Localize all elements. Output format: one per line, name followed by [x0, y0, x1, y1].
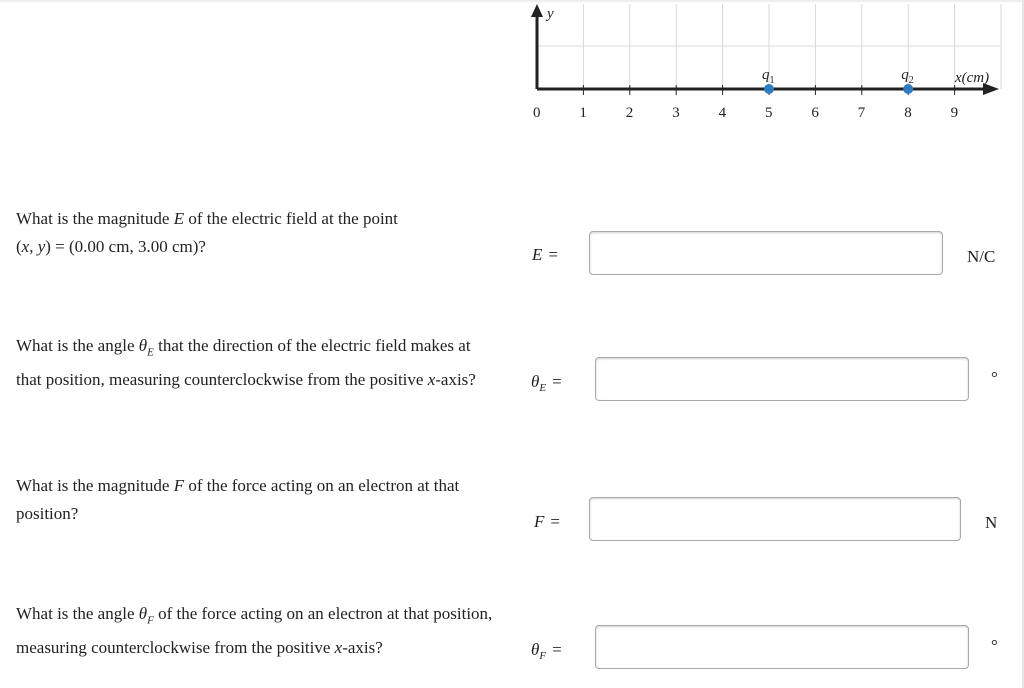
- answer-input-E[interactable]: [589, 231, 943, 275]
- tick-label: 8: [904, 105, 912, 121]
- answer-input-thetaF[interactable]: [595, 625, 969, 669]
- variable-label-E: [532, 245, 558, 265]
- variable-label-thetaE: [531, 372, 562, 392]
- question-thetaF: [16, 600, 496, 662]
- question-text-part: of the electric field at the point: [184, 209, 398, 228]
- equals-sign: =: [552, 372, 562, 391]
- question-text-part: What is the angle: [16, 604, 139, 623]
- question-text-part: (: [16, 237, 22, 256]
- tick-label: 0: [533, 105, 541, 121]
- tick-label: 4: [718, 105, 727, 121]
- unit-label-thetaF: °: [991, 636, 998, 655]
- tick-label: 6: [811, 105, 819, 121]
- charge-position-diagram: [0, 0, 1024, 130]
- charge-label-q1: $q_1$: [762, 67, 775, 86]
- question-text-part: -axis?: [342, 638, 383, 658]
- variable-label-F: [534, 512, 560, 532]
- tick-label: 9: [950, 105, 959, 121]
- answer-input-F[interactable]: [589, 497, 961, 541]
- equals-sign: =: [552, 640, 562, 659]
- tick-label: 7: [857, 105, 866, 121]
- unit-label-thetaE: °: [991, 368, 998, 387]
- x-axis-label-text: x(cm): [955, 70, 990, 86]
- question-text-part: of the force acting on an electron at that position?: [16, 476, 460, 523]
- question-text-part: What is the magnitude: [16, 209, 174, 228]
- question-text-part: E: [147, 346, 154, 359]
- question-text-part: ,: [29, 237, 38, 256]
- variable-subscript: F: [539, 650, 547, 662]
- charge-subscript: 2: [908, 75, 914, 86]
- equals-sign: =: [548, 245, 558, 264]
- question-text-part: F: [147, 614, 154, 627]
- charge-subscript: 1: [769, 75, 775, 86]
- variable-label-thetaF: [531, 640, 562, 660]
- question-text-part: -axis?: [435, 370, 476, 390]
- question-thetaE: [16, 332, 496, 394]
- y-axis-arrowhead: [531, 4, 543, 17]
- tick-label: 3: [672, 105, 680, 121]
- unit-label-F: N: [985, 513, 998, 532]
- variable-symbol: θ: [531, 640, 540, 659]
- variable-symbol: E: [532, 245, 543, 264]
- question-text-part: ) = (0.00 cm, 3.00 cm)?: [45, 237, 206, 256]
- equals-sign: =: [550, 512, 560, 531]
- y-axis-label: y: [547, 6, 554, 22]
- variable-symbol: θ: [531, 372, 540, 391]
- question-text-part: y: [37, 237, 46, 256]
- tick-label: 5: [765, 105, 773, 121]
- question-text-part: of the force acting on an electron at that position, measuring counterclockwise from the positive: [16, 604, 493, 658]
- question-text-part: What is the magnitude: [16, 476, 174, 495]
- variable-symbol: F: [534, 512, 545, 531]
- charge-label-q2: $q_2$: [901, 67, 914, 86]
- question-text-part: x: [21, 237, 30, 256]
- question-text-part: F: [173, 476, 185, 495]
- variable-subscript: E: [539, 382, 547, 394]
- question-E: [16, 205, 466, 261]
- x-axis-label: [954, 70, 989, 86]
- question-F: [16, 472, 496, 528]
- question-text-part: x: [334, 638, 343, 658]
- question-text-part: that the direction of the electric field makes at that position, measuring counterclockwise from the positive: [16, 336, 471, 390]
- tick-label: 1: [579, 105, 587, 121]
- question-text-part: What is the angle: [16, 336, 139, 355]
- question-text-part: E: [173, 209, 185, 228]
- question-text-part: θ: [138, 604, 148, 623]
- unit-label-E: N/C: [967, 247, 996, 266]
- question-text-part: x: [427, 370, 436, 390]
- answer-input-thetaE[interactable]: [595, 357, 969, 401]
- question-text-part: θ: [138, 336, 148, 355]
- tick-label: 2: [625, 105, 634, 121]
